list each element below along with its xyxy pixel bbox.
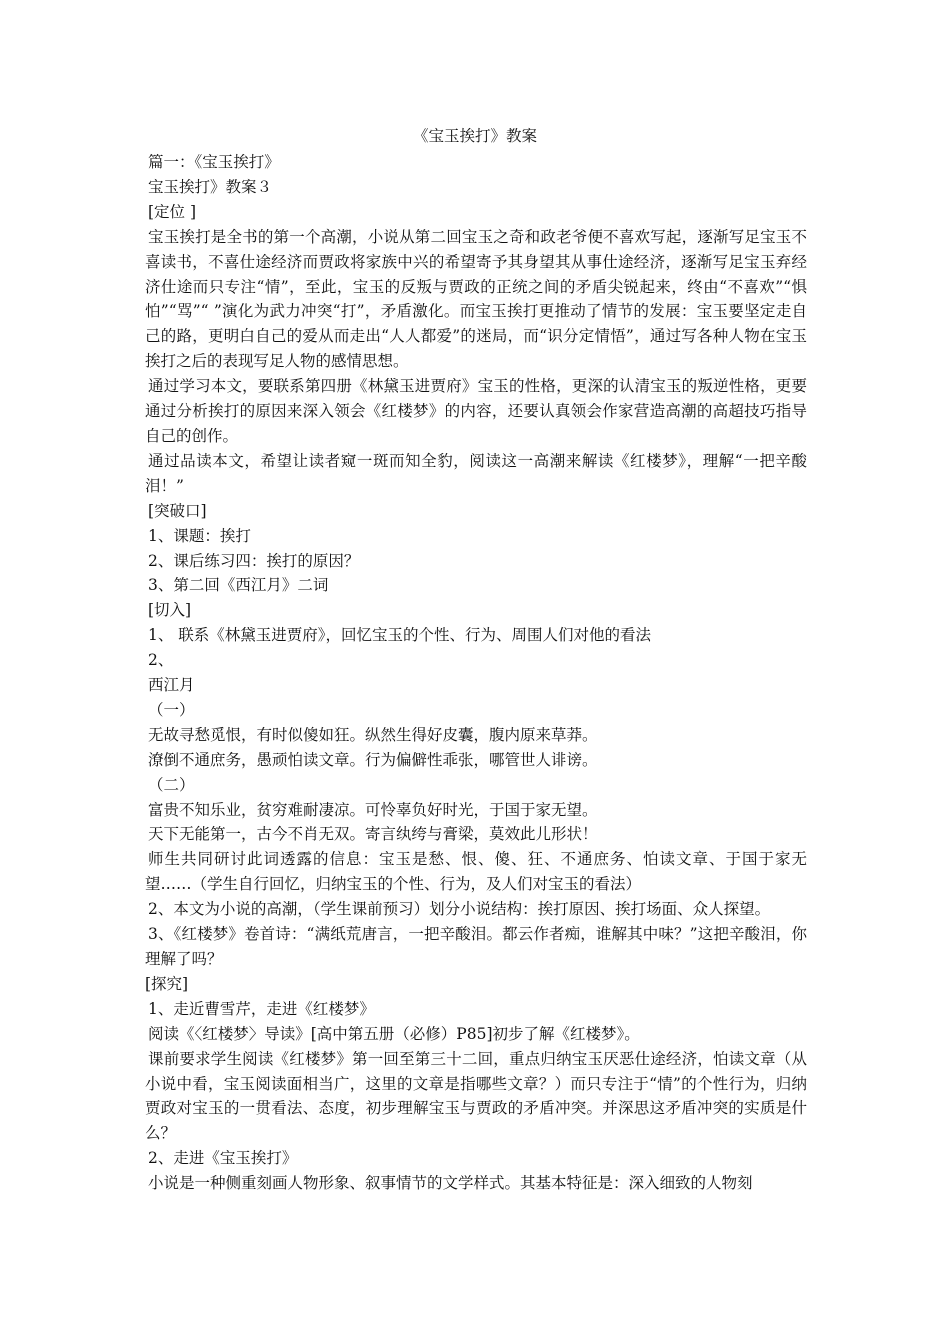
poem-line: 无故寻愁觅恨，有时似傻如狂。纵然生得好皮囊，腹内原来草莽。 — [148, 725, 598, 744]
section-heading: [探究] — [145, 974, 189, 993]
paragraph: 宝玉挨打》教案３ — [148, 177, 273, 196]
list-item: 3、第二回《西江月》二词 — [148, 576, 329, 595]
poem-part-label: （二） — [148, 775, 195, 794]
document-body — [145, 150, 807, 1196]
paragraph: 师生共同研讨此词透露的信息：宝玉是愁、恨、傻、狂、不通庶务、怕读文章、于国于家无望……（学生自行回忆，归纳宝玉的个性、行为，及人们对宝玉的看法） — [145, 850, 807, 894]
list-item: 2、走进《宝玉挨打》 — [148, 1149, 298, 1168]
section-heading: [切入] — [148, 601, 192, 620]
paragraph: 篇一：《宝玉挨打》 — [148, 153, 280, 171]
list-item: 2、课后练习四：挨打的原因？ — [148, 551, 360, 570]
section-heading: [突破口] — [148, 501, 207, 520]
list-item: 2、 — [148, 651, 174, 670]
paragraph: 小说是一种侧重刻画人物形象、叙事情节的文学样式。其基本特征是：深入细致的人物刻 — [148, 1174, 753, 1193]
poem-line: 潦倒不通庶务，愚顽怕读文章。行为偏僻性乖张，哪管世人诽谤。 — [148, 750, 598, 769]
paragraph: 2、本文为小说的高潮，（学生课前预习）划分小说结构：挨打原因、挨打场面、众人探望。 — [148, 900, 771, 919]
list-item: 1、课题：挨打 — [148, 526, 251, 545]
poem-part-label: （一） — [148, 700, 195, 719]
poem-title: 西江月 — [148, 676, 195, 695]
paragraph: 阅读《〈红楼梦〉导读》[高中第五册（必修）P85]初步了解《红楼梦》。 — [148, 1024, 640, 1043]
poem-line: 富贵不知乐业，贫穷难耐凄凉。可怜辜负好时光，于国于家无望。 — [148, 800, 598, 819]
document-title: 《宝玉挨打》教案 — [412, 127, 537, 145]
paragraph: 3、《红楼梦》卷首诗：“满纸荒唐言，一把辛酸泪。都云作者痴，谁解其中味？”这把辛酸泪，你理解了吗？ — [145, 925, 807, 968]
list-item: 1、走近曹雪芹，走进《红楼梦》 — [148, 999, 375, 1018]
paragraph: 宝玉挨打是全书的第一个高潮，小说从第二回宝玉之奇和政老爷便不喜欢写起，逐渐写足宝玉不喜读书，不喜仕途经济而贾政将家族中兴的希望寄予其身望其从事仕途经济，逐渐写足宝玉弃经济仕途而只专注“情”，至此，宝玉的反叛与贾政的正统之间的矛盾尖锐起来，终由“不喜欢”“惧怕”“骂”“ ”演化为武力冲突“打”，矛盾激化。而宝玉挨打更推动了情节的发展：宝玉要坚定走自己的路，更明白自己的爱从而走出“人人都爱”的迷局，而“识分定情悟”，通过写各种人物在宝玉挨打之后的表现写足人物的感情思想。 — [145, 227, 807, 371]
list-item: 1、 联系《林黛玉进贾府》，回忆宝玉的个性、行为、周围人们对他的看法 — [148, 626, 652, 645]
poem-line: 天下无能第一，古今不肖无双。寄言纨绔与膏梁，莫效此儿形状！ — [148, 825, 598, 844]
section-heading: [定位 ] — [148, 202, 197, 221]
paragraph: 通过学习本文，要联系第四册《林黛玉进贾府》宝玉的性格，更深的认清宝玉的叛逆性格，更要通过分析挨打的原因来深入领会《红楼梦》的内容，还要认真领会作家营造高潮的高超技巧指导自己的创作。 — [145, 377, 807, 445]
paragraph: 通过品读本文，希望让读者窥一斑而知全豹，阅读这一高潮来解读《红楼梦》，理解“一把辛酸泪！” — [145, 451, 807, 495]
paragraph: 课前要求学生阅读《红楼梦》第一回至第三十二回，重点归纳宝玉厌恶仕途经济，怕读文章（从小说中看，宝玉阅读面相当广，这里的文章是指哪些文章？）而只专注于“情”的个性行为，归纳贾政对宝玉的一贯看法、态度，初步理解宝玉与贾政的矛盾冲突。并深思这矛盾冲突的实质是什么？ — [145, 1049, 807, 1143]
